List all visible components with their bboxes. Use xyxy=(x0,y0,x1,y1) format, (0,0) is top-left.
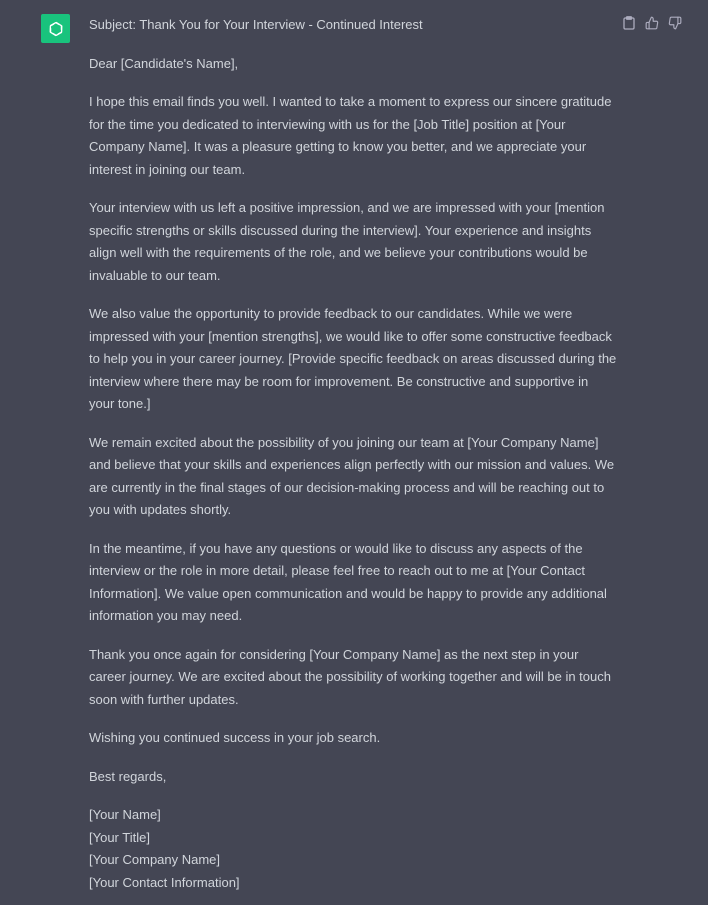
message-content xyxy=(89,14,617,894)
email-paragraph: In the meantime, if you have any questions or would like to discuss any aspects of the interview or the role in more detail, please feel free to reach out to me at [Your Contact Information]. We value open communication and would be happy to provide any additional information you may need. xyxy=(89,540,607,623)
email-paragraph: We remain excited about the possibility of you joining our team at [Your Company Name] and believe that your skills and experiences align perfectly with our mission and values. We are currently in the final stages of our decision-making process and will be reaching out to you with updates shortly. xyxy=(89,434,615,517)
message-actions xyxy=(620,14,683,31)
email-closing: Best regards, xyxy=(89,768,167,784)
email-subject: Subject: Thank You for Your Interview - Continued Interest xyxy=(89,17,423,32)
email-paragraph: Your interview with us left a positive impression, and we are impressed with your [mention specific strengths or skills discussed during the interview]. Your experience and insights align well with the requirements of the role, and we believe your contributions would be invaluable to our team. xyxy=(89,200,605,283)
signature-line: [Your Contact Information] xyxy=(89,874,240,890)
email-greeting: Dear [Candidate's Name], xyxy=(89,55,239,71)
signature-line: [Your Title] xyxy=(89,829,150,845)
thumbs-down-icon xyxy=(668,16,682,30)
email-paragraph: Wishing you continued success in your job search. xyxy=(89,730,381,745)
email-signature xyxy=(89,804,617,894)
openai-logo-icon xyxy=(46,19,66,39)
clipboard-icon xyxy=(623,16,635,30)
assistant-avatar xyxy=(41,14,70,43)
like-button[interactable] xyxy=(643,14,660,31)
email-paragraph: I hope this email finds you well. I wanted to take a moment to express our sincere gratitude for the time you dedicated to interviewing with us for the [Job Title] position at [Your Company Name]. It was a pleasure getting to know you better, and we appreciate your interest in joining our team. xyxy=(89,94,612,177)
copy-button[interactable] xyxy=(620,14,637,31)
thumbs-up-icon xyxy=(645,16,659,30)
signature-line: [Your Company Name] xyxy=(89,852,221,867)
email-paragraph: Thank you once again for considering [Your Company Name] as the next step in your career journey. We are excited about the possibility of working together and will be in touch soon with further updates. xyxy=(89,646,611,707)
dislike-button[interactable] xyxy=(666,14,683,31)
email-paragraph: We also value the opportunity to provide feedback to our candidates. While we were impressed with your [mention strengths], we would like to offer some constructive feedback to help you in your career journey. [Provide specific feedback on areas discussed during the interview where there may be room for improvement. Be constructive and supportive in your tone.] xyxy=(89,306,617,411)
signature-line: [Your Name] xyxy=(89,807,161,822)
